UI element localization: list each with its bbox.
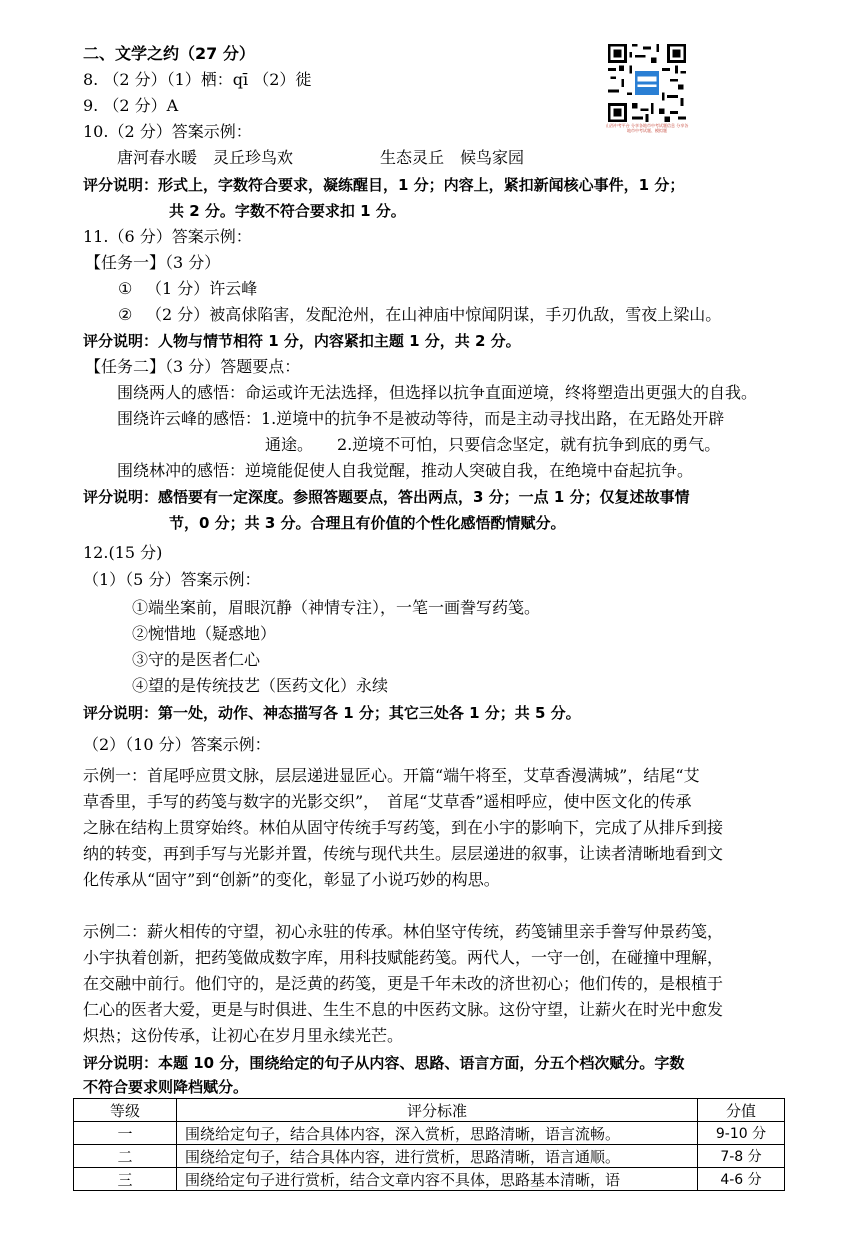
table-cell-criteria: 围绕给定句子进行赏析，结合文章内容不具体，思路基本清晰，语 [177,1168,698,1191]
qr-code-icon [608,44,686,122]
answer-11-head: 11.（6 分）答案示例： [83,227,252,246]
example-1-line: 草香里，手写的药笺与数字的光影交织”， 首尾“艾草香”遥相呼应，使中医文化的传承 [83,792,692,811]
section-title: 二、文学之约（27 分） [83,44,255,63]
answer-12-1-note: 评分说明：第一处，动作、神态描写各 1 分；其它三处各 1 分；共 5 分。 [83,704,581,722]
table-header-row [74,1099,785,1122]
example-1-line: 化传承从“固守”到“创新”的变化，彰显了小说巧妙的构思。 [83,870,500,889]
answer-10-head: 10.（2 分）答案示例： [83,122,252,141]
example-1-line: 之脉在结构上贯穿始终。林伯从固守传统手写药笺，到在小宇的影响下，完成了从排斥到接 [83,818,724,837]
table-cell-level: 一 [74,1122,177,1145]
task-2-point-2: 围绕许云峰的感悟：1.逆境中的抗争不是被动等待，而是主动寻找出路，在无路处开辟 [117,409,725,428]
task-2-head: 【任务二】（3 分）答题要点： [85,357,301,376]
task-1-head: 【任务一】（3 分） [85,253,221,272]
example-2-line: 炽热；这份传承，让初心在岁月里永续光芒。 [83,1026,404,1045]
answer-12-2-note-cont: 不符合要求则降档赋分。 [83,1078,249,1096]
task-1-item-1: （1 分）许云峰 [146,279,258,298]
scoring-table [73,1098,785,1191]
answer-9: 9. （2 分）A [83,96,179,115]
task-1-mark-1: ① [118,279,133,298]
example-1-line: 示例一：首尾呼应贯文脉，层层递进显匠心。开篇“端午将至，艾草香漫满城”，结尾“艾 [83,766,700,785]
answer-10-note: 评分说明：形式上，字数符合要求，凝练醒目，1 分；内容上，紧扣新闻核心事件，1 分； [83,176,685,194]
task-2-note-cont: 节，0 分；共 3 分。合理且有价值的个性化感悟酌情赋分。 [169,514,566,532]
task-2-note: 评分说明：感悟要有一定深度。参照答题要点，答出两点，3 分；一点 1 分；仅复述故事情 [83,488,690,506]
answer-10-example-a: 唐河春水暖 灵丘珍鸟欢 [117,148,294,167]
example-1-line: 纳的转变，再到手写与光影并置，传统与现代共生。层层递进的叙事，让读者清晰地看到文 [83,844,724,863]
answer-12-1-head: （1）（5 分）答案示例： [83,570,261,589]
answer-12-head: 12.(15 分) [83,543,163,562]
task-1-item-2: （2 分）被高俅陷害，发配沧州，在山神庙中惊闻阴谋，手刃仇敌，雪夜上梁山。 [146,305,722,324]
table-row [74,1122,785,1145]
task-1-note: 评分说明：人物与情节相符 1 分，内容紧扣主题 1 分，共 2 分。 [83,332,521,350]
answer-10-example-b: 生态灵丘 候鸟家园 [380,148,525,167]
answer-8: 8. （2 分）（1）栖：qī （2）徙 [83,70,312,89]
answer-12-1-item: ④望的是传统技艺（医药文化）永续 [132,676,389,695]
table-cell-level: 三 [74,1168,177,1191]
table-cell-criteria: 围绕给定句子，结合具体内容，深入赏析，思路清晰，语言流畅。 [177,1122,698,1145]
example-2-line: 小宇执着创新，把药笺做成数字库，用科技赋能药笺。两代人，一守一创，在碰撞中理解， [83,948,724,967]
example-2-line: 仁心的医者大爱，更是与时俱进、生生不息的中医药文脉。这份守望，让薪火在时光中愈发 [83,1000,724,1019]
table-header: 评分标准 [177,1099,698,1122]
table-cell-level: 二 [74,1145,177,1168]
answer-12-1-item: ②惋惜地（疑惑地） [132,624,277,643]
table-cell-criteria: 围绕给定句子，结合具体内容，进行赏析，思路清晰，语言通顺。 [177,1145,698,1168]
table-header: 等级 [74,1099,177,1122]
qr-caption: 山西中考平台 分享各地市中考试题信息 分享各地市中考试题、模拟题 [605,123,689,133]
answer-12-2-note: 评分说明：本题 10 分，围绕给定的句子从内容、思路、语言方面，分五个档次赋分。字数 [83,1054,685,1072]
table-cell-score: 7-8 分 [698,1145,785,1168]
table-header: 分值 [698,1099,785,1122]
answer-12-1-item: ①端坐案前，眉眼沉静（神情专注），一笔一画誊写药笺。 [132,598,541,617]
example-2-line: 示例二：薪火相传的守望，初心永驻的传承。林伯坚守传统，药笺铺里亲手誊写仲景药笺， [83,922,724,941]
task-2-point-3: 围绕林冲的感悟：逆境能促使人自我觉醒，推动人突破自我，在绝境中奋起抗争。 [117,461,694,480]
answer-12-1-item: ③守的是医者仁心 [132,650,261,669]
table-cell-score: 4-6 分 [698,1168,785,1191]
task-1-mark-2: ② [118,305,133,324]
task-2-point-2-cont: 通途。 2.逆境不可怕，只要信念坚定，就有抗争到底的勇气。 [265,435,721,454]
answer-10-note-cont: 共 2 分。字数不符合要求扣 1 分。 [169,202,406,220]
task-2-point-1: 围绕两人的感悟：命运或许无法选择，但选择以抗争直面逆境，终将塑造出更强大的自我。 [117,383,758,402]
example-2-line: 在交融中前行。他们守的，是泛黄的药笺，更是千年未改的济世初心；他们传的，是根植于 [83,974,724,993]
table-cell-score: 9-10 分 [698,1122,785,1145]
table-row [74,1168,785,1191]
answer-12-2-head: （2）（10 分）答案示例： [83,735,271,754]
table-row [74,1145,785,1168]
